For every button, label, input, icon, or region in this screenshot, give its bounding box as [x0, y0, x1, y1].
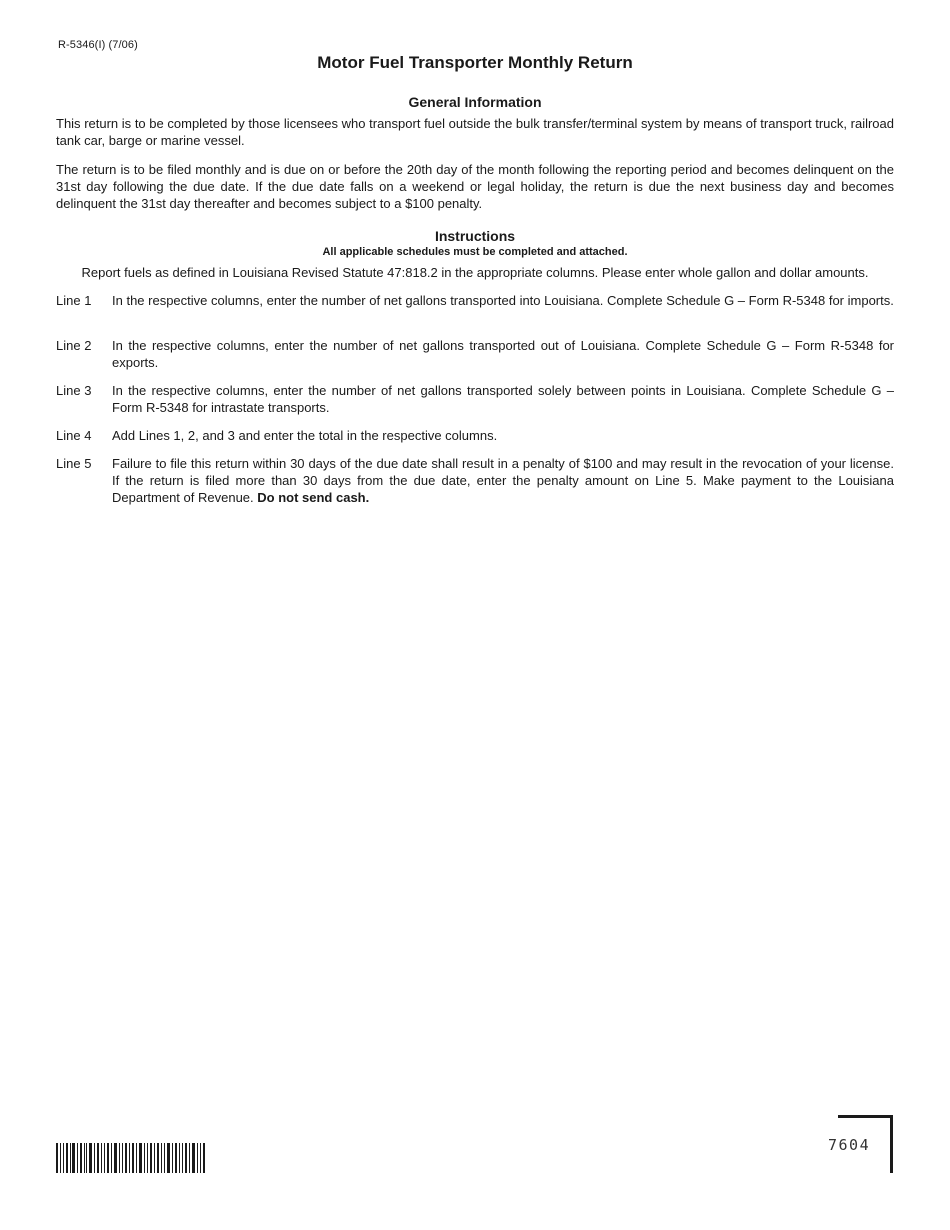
instructions-subheading: All applicable schedules must be completed and attached. — [322, 246, 628, 258]
line-label: Line 5 — [56, 456, 92, 471]
page-title: Motor Fuel Transporter Monthly Return — [317, 53, 633, 72]
line-label: Line 3 — [56, 383, 92, 398]
form-code: 7604 — [828, 1136, 871, 1154]
instruction-line-5 — [56, 455, 894, 506]
line-text: In the respective columns, enter the number of net gallons transported solely between points in Louisiana. Complete Schedule G – Form R-5348 for intrastate transports. — [112, 383, 894, 415]
instructions-heading: Instructions — [434, 228, 516, 244]
general-information-paragraph-2: The return is to be filed monthly and is due on or before the 20th day of the month following the reporting period and becomes delinquent on the 31st day following the due date. If the due date falls on a weekend or legal holiday, the return is due the next business day and becomes delinquent the 31st day thereafter and becomes subject to a $100 penalty. — [56, 162, 894, 211]
form-number: R-5346(I) (7/06) — [58, 39, 138, 51]
barcode-icon — [56, 1143, 206, 1173]
instruction-line-1 — [56, 292, 894, 309]
line-text: In the respective columns, enter the number of net gallons transported into Louisiana. Complete Schedule G – Form R-5348 for imports. — [112, 293, 894, 308]
line-text: Add Lines 1, 2, and 3 and enter the total in the respective columns. — [112, 428, 498, 443]
line-label: Line 2 — [56, 338, 92, 353]
line-5-text: Failure to file this return within 30 days of the due date shall result in a penalty of $100 and may result in the revocation of your license. If the return is filed more than 30 days from the due date, enter the penalty amount on Line 5. Make payment to the Louisiana Department of Revenue. — [112, 456, 894, 505]
instruction-line-4 — [56, 427, 894, 444]
general-information-heading: General Information — [408, 94, 542, 110]
instruction-line-3 — [56, 382, 894, 416]
general-information-paragraph-1: This return is to be completed by those licensees who transport fuel outside the bulk transfer/terminal system by means of transport truck, railroad tank car, barge or marine vessel. — [56, 116, 894, 148]
do-not-send-cash-note: Do not send cash. — [257, 490, 370, 505]
line-label: Line 4 — [56, 428, 92, 443]
line-label: Line 1 — [56, 293, 92, 308]
line-text: In the respective columns, enter the number of net gallons transported out of Louisiana. Complete Schedule G – Form R-5348 for exports. — [112, 338, 894, 370]
instruction-line-2 — [56, 337, 894, 371]
line-text — [112, 455, 894, 506]
instructions-intro: Report fuels as defined in Louisiana Revised Statute 47:818.2 in the appropriate columns. Please enter whole gallon and dollar amounts. — [81, 265, 869, 280]
